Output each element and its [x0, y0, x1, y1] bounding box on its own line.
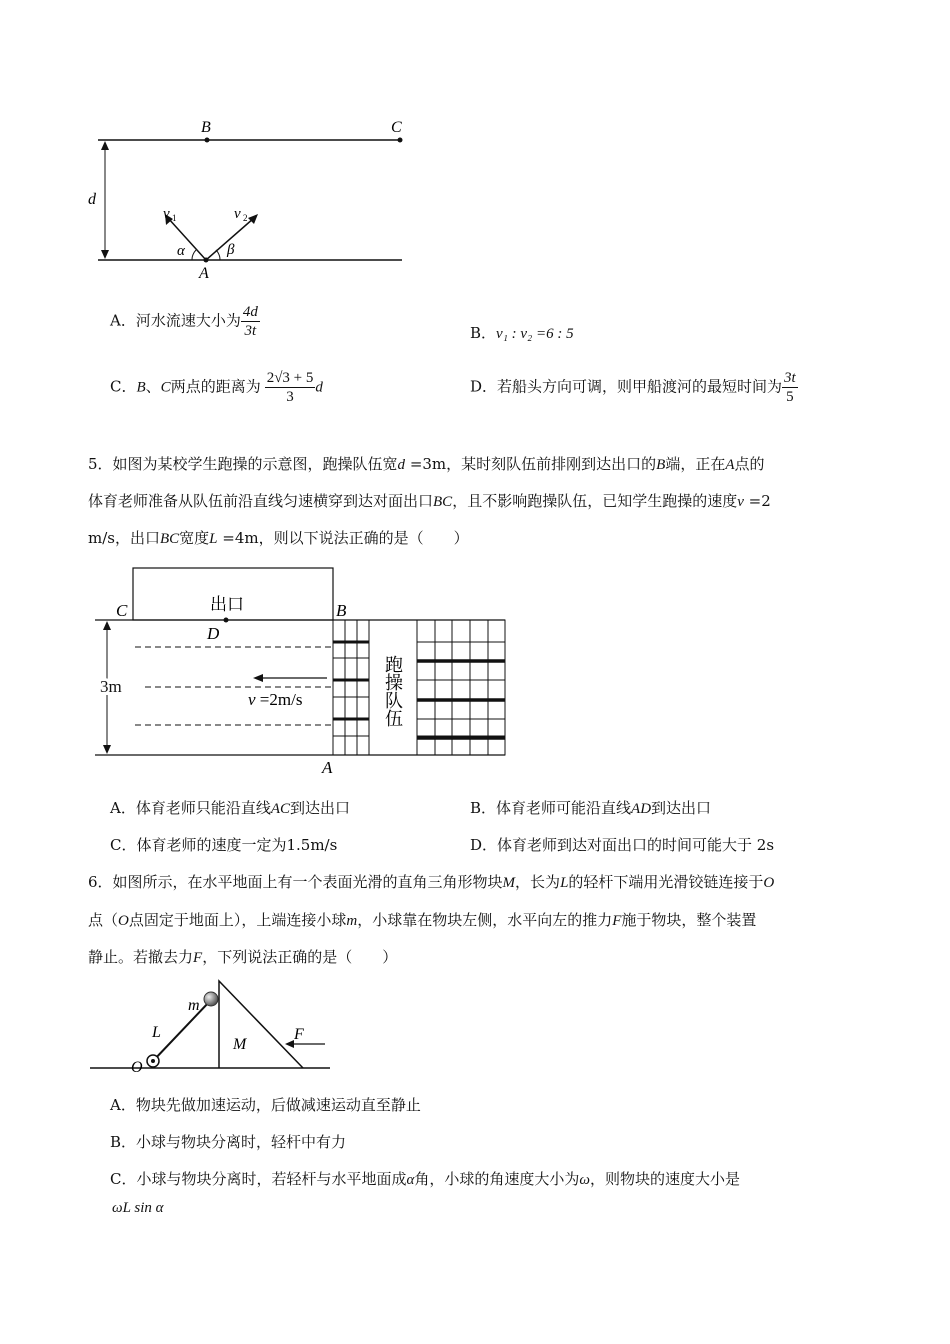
- q4-option-b: [470, 322, 574, 343]
- q5-option-d: D．体育老师到达对面出口的时间可能大于 2s: [470, 836, 775, 854]
- q6-stem-line-2: 点（O点固定于地面上），上端连接小球m，小球靠在物块左侧，水平向左的推力F施于物块，整个装置: [88, 911, 757, 929]
- q5-stem-line-2: 体育老师准备从队伍前沿直线匀速横穿到达对面出口BC，且不影响跑操队伍，已知学生跑操的速度v =2: [88, 492, 771, 510]
- label-d: d: [88, 191, 96, 208]
- triangle-block-figure: [85, 975, 345, 1085]
- label-velocity: v =2m/s: [248, 690, 303, 709]
- point-b: B: [136, 379, 146, 396]
- q4-option-a-text: A．河水流速大小为: [110, 311, 241, 330]
- fraction: $\frac{4d}{3t}$: [242, 304, 258, 339]
- q6-stem-line-1: 6．如图所示，在水平地面上有一个表面光滑的直角三角形物块M，长为L的轻杆下端用光滑铰链连接于O: [88, 873, 775, 891]
- label-beta: β: [227, 242, 235, 258]
- q6-option-c-expression: ωL sin α: [112, 1200, 164, 1216]
- label-v1-sub: 1: [172, 213, 177, 223]
- label-C: C: [116, 601, 128, 620]
- velocity-ratio: v₁ : v₂ =6 : 5: [496, 326, 574, 342]
- q4-option-b-prefix: B．: [470, 324, 497, 342]
- q5-stem-line-1: 5．如图为某校学生跑操的示意图，跑操队伍宽d =3m，某时刻队伍前排刚到达出口的B端，正在A点的: [88, 455, 765, 473]
- distance-d: d: [315, 379, 323, 396]
- label-L: L: [152, 1024, 161, 1041]
- running-team-figure: [90, 560, 520, 780]
- q5-option-a: A．体育老师只能沿直线AC到达出口: [110, 799, 351, 817]
- left-grid: [333, 620, 369, 755]
- label-alpha: α: [177, 243, 185, 259]
- q4-option-c-prefix: C．: [110, 377, 137, 396]
- river-crossing-figure: [80, 110, 420, 285]
- point-c: C: [160, 379, 171, 396]
- label-B: B: [336, 601, 347, 620]
- q4-option-d: [470, 369, 798, 406]
- label-3m: 3m: [100, 677, 122, 696]
- q6-stem-line-3: 静止。若撤去力F，下列说法正确的是（ ）: [88, 948, 398, 966]
- label-v1: v: [163, 206, 170, 222]
- fraction: $\frac{3t}{5}$: [784, 370, 796, 405]
- label-exit: 出口: [210, 595, 244, 614]
- ball: [204, 992, 218, 1006]
- q5-option-b: B．体育老师可能沿直线AD到达出口: [470, 799, 712, 817]
- q4-option-c: [110, 369, 323, 406]
- q6-option-c: C．小球与物块分离时，若轻杆与水平地面成α角，小球的角速度大小为ω，则物块的速度大小是: [110, 1170, 740, 1188]
- label-v2: v: [234, 206, 241, 222]
- q4-option-d-text: D．若船头方向可调，则甲船渡河的最短时间为: [470, 377, 783, 396]
- label-O: O: [131, 1059, 143, 1076]
- right-grid: [417, 620, 505, 755]
- label-A: A: [199, 265, 209, 282]
- label-v2-sub: 2: [243, 213, 248, 223]
- q6-option-b: B．小球与物块分离时，轻杆中有力: [110, 1133, 347, 1151]
- q6-option-a: A．物块先做加速运动，后做减速运动直至静止: [110, 1096, 421, 1114]
- label-A: A: [322, 758, 333, 777]
- label-m: m: [188, 997, 200, 1014]
- q4-option-c-text: 两点的距离为: [170, 377, 261, 396]
- label-B: B: [201, 119, 211, 136]
- q4-option-a: [110, 303, 260, 340]
- q5-stem-line-3: m/s，出口BC宽度L =4m，则以下说法正确的是（ ）: [88, 529, 469, 547]
- label-D: D: [207, 624, 220, 643]
- fraction: $\frac{2√3 + 5}{3}$: [266, 370, 314, 405]
- label-M: M: [233, 1036, 247, 1053]
- label-team: 跑操队伍: [383, 655, 403, 727]
- label-C: C: [391, 119, 402, 136]
- q5-option-c: C．体育老师的速度一定为1.5m/s: [110, 836, 338, 854]
- separator: 、: [145, 377, 161, 396]
- label-F: F: [294, 1026, 304, 1043]
